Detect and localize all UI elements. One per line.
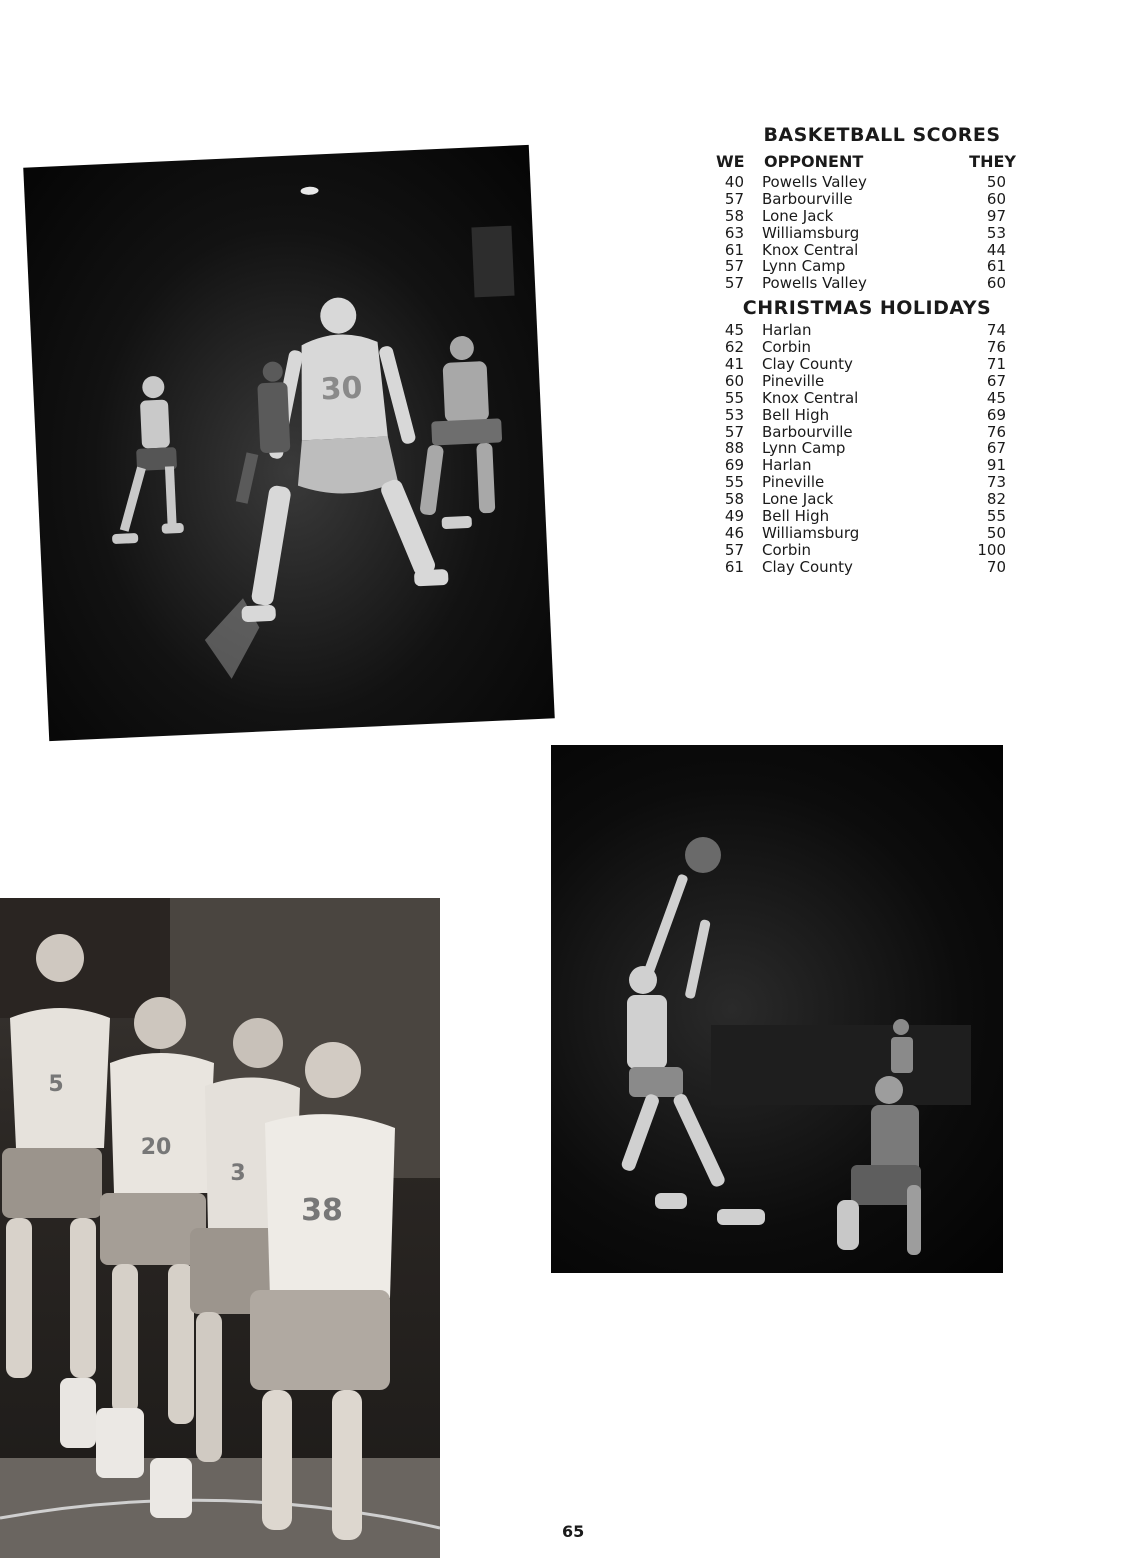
their-score: 50 [986,173,1006,191]
our-score: 61 [724,240,744,259]
their-score: 60 [986,189,1006,208]
opponent-name: Williamsburg [762,523,860,542]
team-jersey-number-3: 3 [230,1161,246,1186]
opponent-name: Clay County [762,355,853,374]
score-row [712,440,1022,457]
scores-header [712,152,1022,174]
their-score: 67 [986,439,1006,458]
their-score: 44 [986,240,1006,259]
score-row [712,407,1022,424]
regular-season-scores [712,174,1022,292]
our-score: 57 [724,257,744,276]
opponent-name: Pineville [762,473,825,492]
score-row [712,339,1022,356]
opponent-name: Clay County [762,557,853,576]
opponent-name: Lone Jack [762,490,834,509]
opponent-name: Corbin [762,540,812,559]
score-row [712,542,1022,559]
opponent-name: Lynn Camp [762,257,846,276]
team-jersey-number-2: 20 [140,1135,172,1160]
opponent-name: Knox Central [762,240,859,259]
our-score: 57 [724,540,744,559]
game-action-illustration [23,145,555,741]
their-score: 76 [986,338,1006,357]
score-row [712,457,1022,474]
our-score: 49 [724,507,744,526]
their-score: 45 [986,388,1006,407]
header-they: THEY [969,152,1016,171]
score-row [712,559,1022,576]
their-score: 61 [986,257,1006,276]
our-score: 63 [724,223,744,242]
their-score: 74 [986,321,1006,340]
our-score: 61 [724,557,744,576]
opponent-name: Williamsburg [762,223,860,242]
page-number: 65 [562,1522,585,1541]
game-jersey-number: 30 [319,370,364,408]
their-score: 82 [986,490,1006,509]
their-score: 69 [986,405,1006,424]
our-score: 57 [724,422,744,441]
opponent-name: Bell High [762,507,830,526]
opponent-name: Barbourville [762,189,853,208]
score-row [712,174,1022,191]
their-score: 60 [986,274,1006,293]
score-row [712,275,1022,292]
their-score: 55 [986,507,1006,526]
jump-shot-photo [551,745,1003,1273]
header-opponent: OPPONENT [764,152,864,171]
our-score: 45 [724,321,744,340]
team-jersey-number-4: 38 [301,1193,343,1228]
score-row [712,242,1022,259]
opponent-name: Lynn Camp [762,439,846,458]
team-lineup-illustration [0,898,440,1558]
our-score: 55 [724,473,744,492]
score-row [712,225,1022,242]
score-row [712,258,1022,275]
team-lineup-photo [0,898,440,1558]
their-score: 100 [977,540,1006,559]
our-score: 55 [724,388,744,407]
our-score: 40 [724,173,744,191]
score-row [712,356,1022,373]
their-score: 76 [986,422,1006,441]
score-row [712,474,1022,491]
opponent-name: Powells Valley [762,173,867,191]
their-score: 50 [986,523,1006,542]
score-row [712,424,1022,441]
opponent-name: Harlan [762,321,812,340]
their-score: 73 [986,473,1006,492]
their-score: 70 [986,557,1006,576]
our-score: 69 [724,456,744,475]
score-row [712,322,1022,339]
opponent-name: Knox Central [762,388,859,407]
holiday-scores [712,322,1022,575]
opponent-name: Harlan [762,456,812,475]
their-score: 71 [986,355,1006,374]
our-score: 58 [724,490,744,509]
score-row [712,508,1022,525]
opponent-name: Barbourville [762,422,853,441]
their-score: 53 [986,223,1006,242]
score-row [712,525,1022,542]
our-score: 57 [724,189,744,208]
score-row [712,390,1022,407]
their-score: 97 [986,206,1006,225]
our-score: 60 [724,371,744,390]
opponent-name: Bell High [762,405,830,424]
team-jersey-number-1: 5 [48,1072,64,1097]
score-row [712,208,1022,225]
score-row [712,191,1022,208]
holidays-title: CHRISTMAS HOLIDAYS [742,297,992,320]
our-score: 57 [724,274,744,293]
our-score: 41 [724,355,744,374]
basketball-scores [712,124,1022,576]
their-score: 91 [986,456,1006,475]
opponent-name: Lone Jack [762,206,834,225]
our-score: 62 [724,338,744,357]
our-score: 88 [724,439,744,458]
header-we: WE [716,152,745,171]
our-score: 58 [724,206,744,225]
jump-shot-illustration [551,745,1003,1273]
opponent-name: Powells Valley [762,274,867,293]
score-row [712,491,1022,508]
scores-title: BASKETBALL SCORES [763,124,1001,146]
their-score: 67 [986,371,1006,390]
our-score: 46 [724,523,744,542]
game-action-photo [23,145,555,741]
score-row [712,373,1022,390]
our-score: 53 [724,405,744,424]
opponent-name: Corbin [762,338,812,357]
opponent-name: Pineville [762,371,825,390]
